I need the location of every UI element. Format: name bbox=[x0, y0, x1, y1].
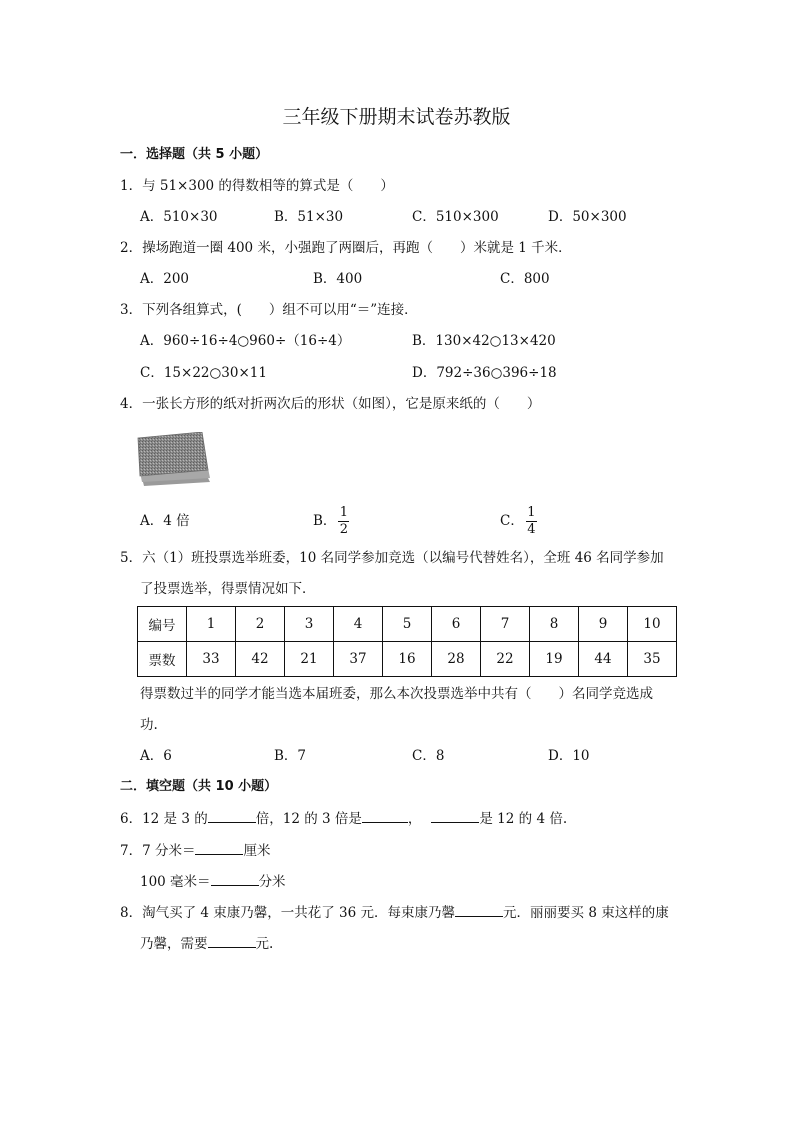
q7-line2-suffix: 分米 bbox=[258, 874, 286, 890]
section-heading-choice: 一．选择题（共 5 小题） bbox=[120, 147, 269, 162]
answer-blank[interactable] bbox=[431, 808, 479, 823]
q4-option-b bbox=[313, 506, 349, 537]
table-cell: 22 bbox=[481, 642, 530, 677]
q6-part-4: 是 12 的 4 倍. bbox=[479, 811, 568, 827]
q4-option-c-prefix: C． bbox=[500, 513, 524, 529]
fraction-numerator: 1 bbox=[339, 505, 349, 520]
table-cell: 37 bbox=[334, 642, 383, 677]
q1-option-d: D．50×300 bbox=[548, 209, 627, 225]
table-cell: 10 bbox=[628, 607, 677, 642]
question-8-line1 bbox=[120, 902, 669, 923]
q7-line2-prefix: 100 毫米＝ bbox=[140, 874, 211, 890]
question-1-stem: 1．与 51×300 的得数相等的算式是（ ） bbox=[120, 178, 394, 194]
fraction-denominator: 2 bbox=[339, 522, 349, 537]
table-cell: 21 bbox=[285, 642, 334, 677]
q8-line1-suffix: 元．丽丽要买 8 束这样的康 bbox=[503, 905, 669, 921]
table-cell: 6 bbox=[432, 607, 481, 642]
answer-blank[interactable] bbox=[208, 808, 256, 823]
q4-option-b-prefix: B． bbox=[313, 513, 337, 529]
page-title: 三年级下册期末试卷苏教版 bbox=[282, 106, 511, 128]
table-cell-label: 票数 bbox=[138, 642, 187, 677]
table-cell: 5 bbox=[383, 607, 432, 642]
q6-part-3: ， bbox=[407, 811, 422, 827]
q1-option-c: C．510×300 bbox=[412, 209, 499, 225]
section-heading-fill-blank: 二．填空题（共 10 小题） bbox=[120, 779, 278, 794]
question-3-stem: 3．下列各组算式，( ）组不可以用“＝”连接． bbox=[120, 302, 418, 318]
q6-part-1: 6．12 是 3 的 bbox=[120, 811, 208, 827]
table-cell: 44 bbox=[579, 642, 628, 677]
table-cell: 4 bbox=[334, 607, 383, 642]
table-cell: 42 bbox=[236, 642, 285, 677]
question-2-stem: 2．操场跑道一圈 400 米，小强跑了两圈后，再跑（ ）米就是 1 千米． bbox=[120, 240, 572, 256]
table-cell: 35 bbox=[628, 642, 677, 677]
q2-option-c: C．800 bbox=[500, 271, 550, 287]
q2-option-b: B．400 bbox=[313, 271, 363, 287]
table-cell: 7 bbox=[481, 607, 530, 642]
q4-option-c bbox=[500, 506, 537, 537]
answer-blank[interactable] bbox=[208, 933, 256, 948]
fraction-numerator: 1 bbox=[527, 505, 536, 520]
question-5-stem-line1: 5．六（1）班投票选举班委，10 名同学参加竞选（以编号代替姓名），全班 46 名同学参加 bbox=[120, 550, 664, 566]
table-cell: 1 bbox=[187, 607, 236, 642]
q8-line2-suffix: 元. bbox=[255, 936, 274, 952]
q2-option-a: A．200 bbox=[140, 271, 190, 287]
question-8-line2 bbox=[140, 933, 273, 954]
question-5-tail-line2: 功. bbox=[140, 717, 158, 733]
q3-option-b: B．130×42○13×420 bbox=[412, 333, 556, 349]
q5-option-c: C．8 bbox=[412, 748, 445, 764]
q4-option-a: A．4 倍 bbox=[140, 513, 190, 529]
table-cell: 8 bbox=[530, 607, 579, 642]
q8-line2-prefix: 乃馨，需要 bbox=[140, 936, 208, 952]
vote-table bbox=[137, 606, 677, 677]
q6-part-2: 倍，12 的 3 倍是 bbox=[255, 811, 362, 827]
fraction-denominator: 4 bbox=[527, 522, 536, 537]
table-cell: 3 bbox=[285, 607, 334, 642]
table-cell: 16 bbox=[383, 642, 432, 677]
question-5-stem-line2: 了投票选举，得票情况如下． bbox=[140, 581, 316, 597]
table-row bbox=[138, 607, 677, 642]
table-cell: 19 bbox=[530, 642, 579, 677]
question-4-stem: 4．一张长方形的纸对折两次后的形状（如图），它是原来纸的（ ） bbox=[120, 396, 541, 412]
fraction-one-half bbox=[338, 506, 349, 537]
q7-line1-prefix: 7．7 分米＝ bbox=[120, 843, 196, 859]
answer-blank[interactable] bbox=[195, 840, 243, 855]
answer-blank[interactable] bbox=[455, 902, 503, 917]
q8-line1-prefix: 8．淘气买了 4 束康乃馨，一共花了 36 元．每束康乃馨 bbox=[120, 905, 456, 921]
question-6 bbox=[120, 808, 567, 829]
table-row bbox=[138, 642, 677, 677]
answer-blank[interactable] bbox=[362, 808, 408, 823]
table-cell: 2 bbox=[236, 607, 285, 642]
q5-option-b: B．7 bbox=[274, 748, 307, 764]
q3-option-c: C．15×22○30×11 bbox=[140, 365, 267, 381]
table-cell-label: 编号 bbox=[138, 607, 187, 642]
table-cell: 9 bbox=[579, 607, 628, 642]
question-7-line2 bbox=[140, 871, 286, 892]
q3-option-d: D．792÷36○396÷18 bbox=[412, 365, 557, 381]
question-5-tail-line1: 得票数过半的同学才能当选本届班委，那么本次投票选举中共有（ ）名同学竞选成 bbox=[140, 686, 653, 702]
q3-option-a: A．960÷16÷4○960÷（16÷4） bbox=[140, 333, 351, 349]
table-cell: 28 bbox=[432, 642, 481, 677]
question-7-line1 bbox=[120, 840, 270, 861]
q5-option-d: D．10 bbox=[548, 748, 590, 764]
q1-option-a: A．510×30 bbox=[140, 209, 218, 225]
table-cell: 33 bbox=[187, 642, 236, 677]
fraction-one-quarter bbox=[526, 506, 537, 537]
q5-option-a: A．6 bbox=[140, 748, 172, 764]
q7-line1-suffix: 厘米 bbox=[243, 843, 271, 859]
q1-option-b: B．51×30 bbox=[274, 209, 344, 225]
folded-paper-image bbox=[136, 432, 212, 486]
answer-blank[interactable] bbox=[211, 871, 259, 886]
